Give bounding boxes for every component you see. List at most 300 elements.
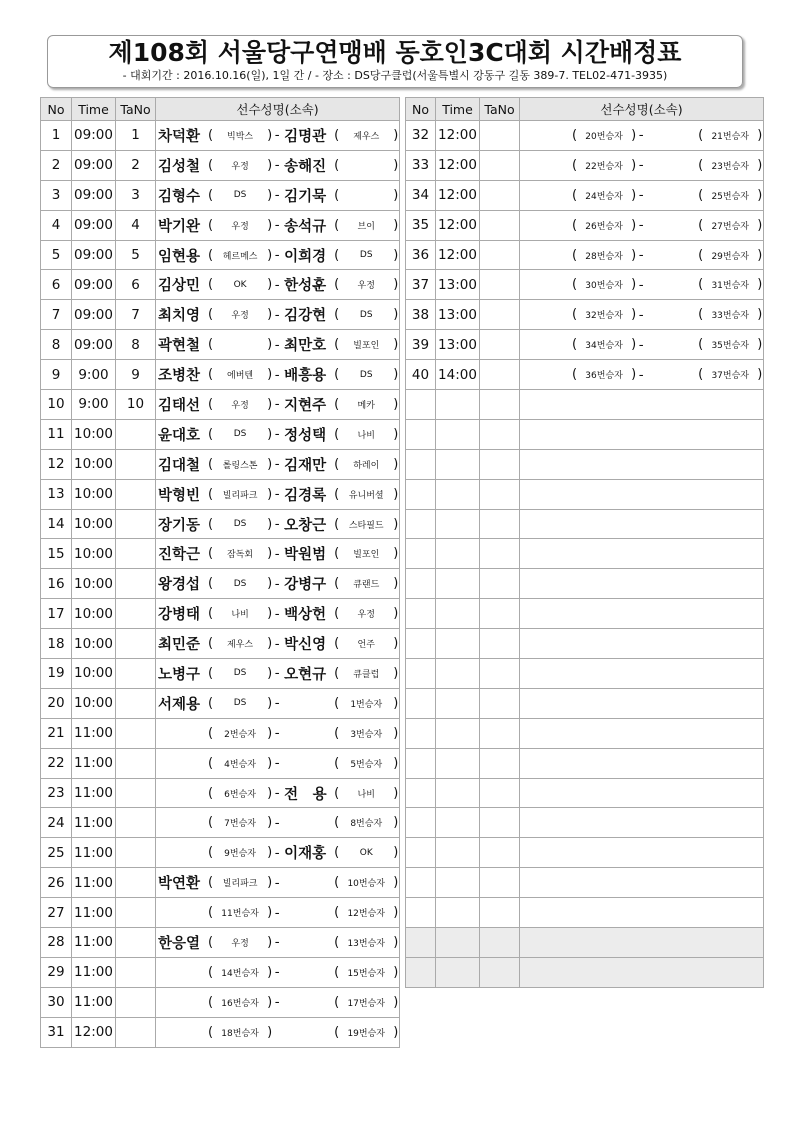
paren-open: ( <box>208 247 214 263</box>
cell-tano <box>480 210 520 240</box>
paren-open: ( <box>208 665 214 681</box>
cell-no: 24 <box>41 808 72 838</box>
table-row <box>41 270 400 300</box>
empty-row <box>406 957 764 987</box>
paren-close: ) <box>393 964 399 980</box>
empty-cell <box>520 748 764 778</box>
paren-open: ( <box>334 964 340 980</box>
paren-close: ) <box>631 337 637 353</box>
table-row <box>41 688 400 718</box>
player1-name: 최민준 <box>158 637 201 654</box>
table-row <box>41 210 400 240</box>
match-entry <box>156 808 399 837</box>
cell-no: 28 <box>41 928 72 958</box>
paren-open: ( <box>334 396 340 412</box>
empty-cell <box>480 748 520 778</box>
cell-match <box>156 449 400 479</box>
paren-close: ) <box>267 187 273 203</box>
player2-affiliation: 31번승자 <box>711 281 749 292</box>
table-row <box>41 928 400 958</box>
cell-match <box>156 599 400 629</box>
player2-affiliation: 21번승자 <box>711 131 749 142</box>
cell-match <box>520 121 764 151</box>
versus-dash: - <box>274 336 280 353</box>
empty-cell <box>406 569 436 599</box>
cell-time: 11:00 <box>72 778 116 808</box>
paren-open: ( <box>334 875 340 891</box>
paren-open: ( <box>698 367 704 383</box>
player1-name: 노병구 <box>158 666 201 683</box>
table-row <box>41 808 400 838</box>
versus-dash: - <box>274 366 280 383</box>
versus-dash: - <box>274 635 280 652</box>
match-entry <box>156 300 399 329</box>
empty-cell <box>480 479 520 509</box>
cell-tano <box>116 778 156 808</box>
cell-match <box>156 718 400 748</box>
cell-time: 10:00 <box>72 599 116 629</box>
cell-no: 30 <box>41 987 72 1017</box>
match-entry <box>156 958 399 987</box>
cell-match <box>156 240 400 270</box>
match-entry <box>156 360 399 389</box>
player1-affiliation: 빅박스 <box>227 131 254 142</box>
schedule-table-left <box>40 97 400 1048</box>
empty-cell <box>436 748 480 778</box>
cell-no: 15 <box>41 539 72 569</box>
table-row <box>406 330 764 360</box>
cell-time: 9:00 <box>72 390 116 420</box>
cell-match <box>156 748 400 778</box>
paren-close: ) <box>267 875 273 891</box>
match-entry <box>156 390 399 419</box>
empty-cell <box>520 539 764 569</box>
empty-cell <box>406 688 436 718</box>
paren-close: ) <box>267 157 273 173</box>
empty-cell <box>436 599 480 629</box>
cell-match <box>156 479 400 509</box>
paren-open: ( <box>698 187 704 203</box>
player1-affiliation: DS <box>233 519 247 530</box>
cell-no: 16 <box>41 569 72 599</box>
cell-tano: 6 <box>116 270 156 300</box>
match-entry <box>156 569 399 598</box>
paren-open: ( <box>208 277 214 293</box>
player2-affiliation: 빌포인 <box>353 341 380 352</box>
paren-open: ( <box>208 725 214 741</box>
cell-no: 34 <box>406 180 436 210</box>
versus-dash: - <box>638 247 644 263</box>
cell-no: 22 <box>41 748 72 778</box>
paren-open: ( <box>334 157 340 173</box>
cell-no: 8 <box>41 330 72 360</box>
empty-row <box>406 539 764 569</box>
empty-cell <box>520 898 764 928</box>
paren-close: ) <box>393 516 399 532</box>
player2-name: 최만호 <box>284 338 327 355</box>
paren-open: ( <box>208 516 214 532</box>
paren-close: ) <box>757 277 763 293</box>
paren-open: ( <box>334 905 340 921</box>
player2-name: 김강현 <box>284 308 327 325</box>
cell-match <box>156 390 400 420</box>
player1-name: 김형수 <box>158 188 201 205</box>
cell-match <box>520 240 764 270</box>
table-row <box>41 778 400 808</box>
player2-name: 김명관 <box>284 128 327 145</box>
empty-row <box>406 808 764 838</box>
paren-open: ( <box>208 396 214 412</box>
paren-close: ) <box>267 277 273 293</box>
paren-open: ( <box>208 606 214 622</box>
player1-affiliation: 22번승자 <box>585 161 623 172</box>
cell-tano <box>116 868 156 898</box>
cell-match <box>156 688 400 718</box>
match-entry <box>156 211 399 240</box>
table-row <box>41 957 400 987</box>
player1-affiliation: 30번승자 <box>585 281 623 292</box>
player2-affiliation: 13번승자 <box>347 938 385 949</box>
title-box <box>47 35 743 88</box>
cell-no: 32 <box>406 121 436 151</box>
empty-cell <box>436 449 480 479</box>
paren-open: ( <box>208 426 214 442</box>
paren-open: ( <box>334 606 340 622</box>
table-row <box>41 838 400 868</box>
cell-time: 11:00 <box>72 868 116 898</box>
table-row <box>406 210 764 240</box>
table-row <box>41 150 400 180</box>
cell-match <box>156 1017 400 1047</box>
paren-close: ) <box>393 247 399 263</box>
paren-close: ) <box>631 307 637 323</box>
paren-close: ) <box>267 725 273 741</box>
player2-affiliation: 스타필드 <box>348 520 384 531</box>
table-row <box>41 330 400 360</box>
player2-affiliation: 25번승자 <box>711 191 749 202</box>
paren-close: ) <box>631 247 637 263</box>
paren-close: ) <box>393 456 399 472</box>
player1-affiliation: 28번승자 <box>585 251 623 262</box>
paren-close: ) <box>267 486 273 502</box>
cell-tano <box>116 479 156 509</box>
empty-cell <box>406 599 436 629</box>
empty-cell <box>520 868 764 898</box>
cell-no: 26 <box>41 868 72 898</box>
paren-open: ( <box>698 127 704 143</box>
empty-cell <box>436 868 480 898</box>
paren-open: ( <box>698 337 704 353</box>
paren-open: ( <box>572 337 578 353</box>
player2-affiliation: DS <box>359 250 373 260</box>
match-entry <box>156 749 399 778</box>
table-row <box>41 300 400 330</box>
cell-tano <box>480 240 520 270</box>
versus-dash: - <box>274 695 280 712</box>
empty-row <box>406 509 764 539</box>
paren-open: ( <box>208 486 214 502</box>
empty-row <box>406 390 764 420</box>
versus-dash: - <box>638 306 644 323</box>
cell-no: 21 <box>41 718 72 748</box>
paren-open: ( <box>334 426 340 442</box>
paren-open: ( <box>334 337 340 353</box>
player2-name: 송석규 <box>284 218 327 235</box>
empty-cell <box>520 449 764 479</box>
table-row <box>41 659 400 689</box>
player2-affiliation: 브이 <box>357 221 375 232</box>
paren-open: ( <box>572 187 578 203</box>
cell-match <box>156 868 400 898</box>
table-row <box>41 509 400 539</box>
cell-match <box>520 360 764 390</box>
paren-open: ( <box>334 845 340 861</box>
cell-time: 10:00 <box>72 449 116 479</box>
paren-open: ( <box>334 725 340 741</box>
empty-cell <box>520 390 764 420</box>
player2-affiliation: 35번승자 <box>711 341 749 352</box>
cell-time: 10:00 <box>72 539 116 569</box>
cell-no: 29 <box>41 957 72 987</box>
cell-time: 09:00 <box>72 180 116 210</box>
table-row <box>41 240 400 270</box>
cell-no: 31 <box>41 1017 72 1047</box>
cell-match <box>156 330 400 360</box>
match-entry <box>156 838 399 867</box>
player2-name: 오현규 <box>284 666 327 683</box>
paren-open: ( <box>698 217 704 233</box>
cell-no: 36 <box>406 240 436 270</box>
paren-open: ( <box>334 755 340 771</box>
col-header-players: 선수성명(소속) <box>156 98 400 121</box>
cell-time: 09:00 <box>72 300 116 330</box>
versus-dash: - <box>638 366 644 383</box>
paren-close: ) <box>267 964 273 980</box>
paren-open: ( <box>334 127 340 143</box>
paren-open: ( <box>208 785 214 801</box>
cell-tano <box>480 270 520 300</box>
empty-cell <box>480 718 520 748</box>
paren-open: ( <box>208 994 214 1010</box>
match-entry <box>520 211 763 240</box>
paren-close: ) <box>267 396 273 412</box>
versus-dash: - <box>274 964 280 981</box>
cell-time: 10:00 <box>72 509 116 539</box>
paren-open: ( <box>572 307 578 323</box>
cell-tano <box>116 629 156 659</box>
player1-name: 곽현철 <box>158 338 201 355</box>
paren-close: ) <box>393 486 399 502</box>
event-info: - 대회기간 : 2016.10.16(일), 1일 간 / - 장소 : DS당구클럽(서울특별시 강동구 길동 389-7. TEL02-471-3935) <box>122 69 668 82</box>
paren-close: ) <box>393 277 399 293</box>
cell-time: 10:00 <box>72 569 116 599</box>
paren-close: ) <box>393 127 399 143</box>
empty-cell <box>406 419 436 449</box>
player2-affiliation: DS <box>359 369 373 380</box>
paren-close: ) <box>393 695 399 711</box>
cell-tano <box>116 987 156 1017</box>
paren-open: ( <box>334 367 340 383</box>
cell-match <box>156 838 400 868</box>
player1-affiliation: 24번승자 <box>585 191 623 202</box>
player2-name: 송해진 <box>284 158 327 175</box>
paren-open: ( <box>334 695 340 711</box>
cell-no: 18 <box>41 629 72 659</box>
paren-open: ( <box>208 576 214 592</box>
cell-match <box>156 419 400 449</box>
paren-close: ) <box>631 367 637 383</box>
paren-close: ) <box>267 247 273 263</box>
player2-affiliation: 27번승자 <box>711 221 749 232</box>
paren-close: ) <box>267 755 273 771</box>
player1-name: 김태선 <box>158 397 201 414</box>
cell-tano <box>116 1017 156 1047</box>
versus-dash: - <box>274 396 280 413</box>
cell-time: 12:00 <box>436 180 480 210</box>
empty-cell <box>520 928 764 958</box>
empty-cell <box>406 838 436 868</box>
cell-match <box>520 300 764 330</box>
empty-cell <box>520 688 764 718</box>
versus-dash: - <box>274 157 280 174</box>
empty-cell <box>520 419 764 449</box>
empty-cell <box>406 778 436 808</box>
cell-no: 5 <box>41 240 72 270</box>
match-entry <box>156 928 399 957</box>
player1-name: 박형빈 <box>158 487 201 504</box>
cell-tano <box>480 121 520 151</box>
empty-cell <box>406 659 436 689</box>
empty-cell <box>520 718 764 748</box>
cell-match <box>156 957 400 987</box>
cell-time: 09:00 <box>72 270 116 300</box>
paren-open: ( <box>334 1024 340 1040</box>
cell-match <box>156 808 400 838</box>
paren-close: ) <box>393 606 399 622</box>
empty-cell <box>436 778 480 808</box>
versus-dash: - <box>638 187 644 204</box>
player1-affiliation: OK <box>233 279 247 290</box>
empty-cell <box>436 957 480 987</box>
paren-close: ) <box>757 337 763 353</box>
empty-cell <box>406 808 436 838</box>
player1-name: 김대철 <box>158 457 201 474</box>
paren-close: ) <box>267 636 273 652</box>
empty-cell <box>406 957 436 987</box>
empty-cell <box>520 778 764 808</box>
paren-close: ) <box>393 546 399 562</box>
player2-affiliation: 37번승자 <box>711 371 749 382</box>
player1-affiliation: 20번승자 <box>585 131 623 142</box>
cell-match <box>156 928 400 958</box>
player1-name: 진학근 <box>158 547 201 564</box>
player2-affiliation: 23번승자 <box>711 161 749 172</box>
empty-cell <box>436 659 480 689</box>
player1-name: 최치영 <box>158 308 201 325</box>
empty-row <box>406 419 764 449</box>
player1-name: 임현용 <box>158 248 201 265</box>
cell-no: 10 <box>41 390 72 420</box>
empty-row <box>406 718 764 748</box>
cell-no: 11 <box>41 419 72 449</box>
table-row <box>406 270 764 300</box>
empty-cell <box>480 778 520 808</box>
paren-close: ) <box>757 127 763 143</box>
paren-close: ) <box>393 994 399 1010</box>
player2-name: 백상헌 <box>284 607 327 624</box>
col-header-no: No <box>406 98 436 121</box>
player1-affiliation: 2번승자 <box>224 729 256 740</box>
cell-tano <box>116 599 156 629</box>
player1-affiliation: 제우스 <box>227 640 254 651</box>
empty-cell <box>406 748 436 778</box>
paren-close: ) <box>267 516 273 532</box>
cell-no: 17 <box>41 599 72 629</box>
schedule-table-right <box>405 97 764 988</box>
player1-affiliation: 빌리파크 <box>222 879 258 890</box>
match-entry <box>156 988 399 1017</box>
empty-row <box>406 449 764 479</box>
cell-match <box>156 210 400 240</box>
paren-close: ) <box>757 157 763 173</box>
paren-close: ) <box>393 755 399 771</box>
cell-no: 7 <box>41 300 72 330</box>
player2-affiliation: 우정 <box>357 610 375 621</box>
player2-affiliation: 33번승자 <box>711 311 749 322</box>
paren-open: ( <box>208 187 214 203</box>
player2-affiliation: 29번승자 <box>711 251 749 262</box>
cell-no: 39 <box>406 330 436 360</box>
player1-affiliation: 롤링스톤 <box>222 460 258 471</box>
player2-name: 김경록 <box>284 487 327 504</box>
empty-cell <box>480 629 520 659</box>
cell-match <box>520 180 764 210</box>
cell-tano: 7 <box>116 300 156 330</box>
cell-tano <box>480 330 520 360</box>
versus-dash: - <box>274 755 280 772</box>
cell-tano: 9 <box>116 360 156 390</box>
cell-match <box>520 270 764 300</box>
empty-cell <box>480 838 520 868</box>
match-entry <box>156 868 399 897</box>
col-header-tano: TaNo <box>480 98 520 121</box>
match-entry <box>156 510 399 539</box>
cell-tano <box>480 150 520 180</box>
player1-name: 김성철 <box>158 158 201 175</box>
table-row <box>41 629 400 659</box>
col-header-no: No <box>41 98 72 121</box>
paren-close: ) <box>267 994 273 1010</box>
match-entry <box>520 270 763 299</box>
player2-name: 박신영 <box>284 637 327 654</box>
cell-no: 14 <box>41 509 72 539</box>
empty-cell <box>406 928 436 958</box>
match-entry <box>156 629 399 658</box>
empty-row <box>406 748 764 778</box>
paren-open: ( <box>698 277 704 293</box>
empty-row <box>406 928 764 958</box>
match-entry <box>520 241 763 270</box>
paren-open: ( <box>572 157 578 173</box>
empty-cell <box>480 569 520 599</box>
cell-time: 12:00 <box>72 1017 116 1047</box>
player1-affiliation: 우정 <box>231 400 249 411</box>
match-entry <box>156 659 399 688</box>
cell-tano <box>116 688 156 718</box>
cell-no: 6 <box>41 270 72 300</box>
paren-close: ) <box>267 934 273 950</box>
versus-dash: - <box>638 217 644 234</box>
